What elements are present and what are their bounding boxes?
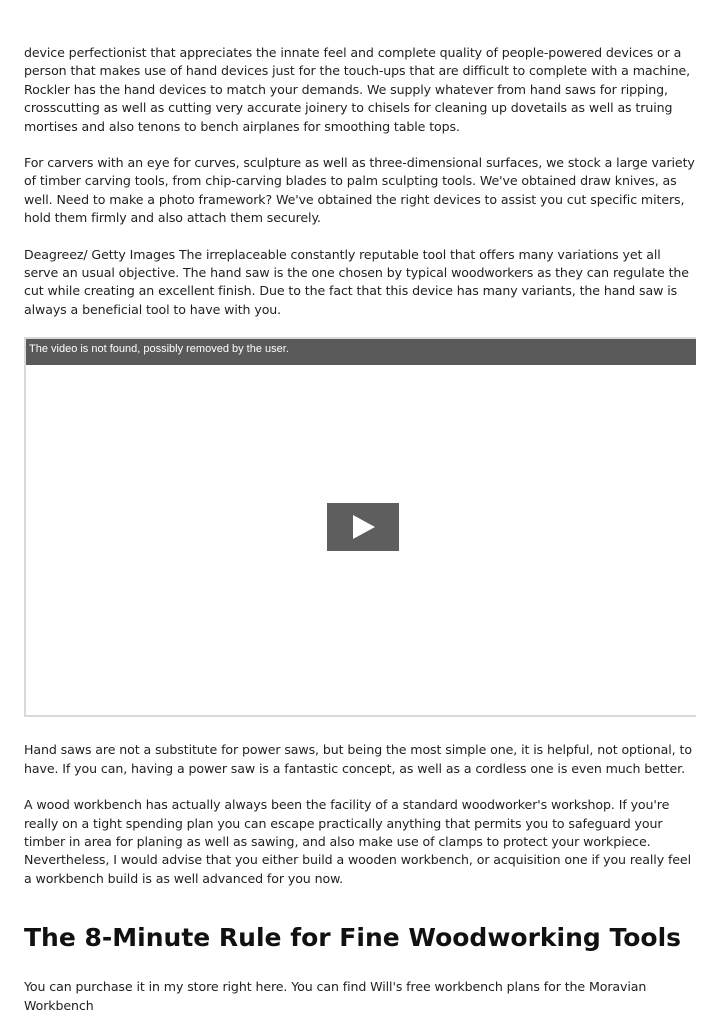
article-paragraph: A wood workbench has actually always been the facility of a standard woodworker's workshop. If you're really on a tight spending plan you can escape practically anything that permits you to safeguard your timber in area for planing as well as sawing, and also make use of clamps to protect your workpiece. Nevertheless, I would advise that you either build a wooden workbench, or acquisition one if you really feel a workbench build is as well advanced for you now. [24,797,691,886]
article-paragraph: For carvers with an eye for curves, sculpture as well as three-dimensional surfaces, we stock a large variety of timber carving tools, from chip-carving blades to palm sculpting tools. We've obtained draw knives, as well. Need to make a photo framework? We've obtained the right devices to assist you cut specific miters, hold them firmly and also attach them securely. [24,155,695,226]
article-paragraph: device perfectionist that appreciates the innate feel and complete quality of people-powered devices or a person that makes use of hand devices just for the touch-ups that are difficult to complete with a machine, Rockler has the hand devices to match your demands. We supply whatever from hand saws for ripping, crosscutting as well as cutting very accurate joinery to chisels for cleaning up dovetails as well as truing mortises and also tenons to bench airplanes for smoothing table tops. [24,45,691,134]
article-paragraph: Deagreez/ Getty Images The irreplaceable constantly reputable tool that offers many variations yet all serve an usual objective. The hand saw is the one chosen by typical woodworkers as they can regulate the cut while creating an excellent finish. Due to the fact that this device has many variants, the hand saw is always a beneficial tool to have with you. [24,246,689,317]
play-button[interactable] [327,503,399,551]
article-paragraph: Hand saws are not a substitute for power saws, but being the most simple one, it is helpful, not optional, to have. If you can, having a power saw is a fantastic concept, as well as a cordless one is even much better. [24,742,692,776]
play-icon [353,515,375,539]
article-body [24,44,696,1033]
video-player[interactable] [24,337,696,717]
video-error-message: The video is not found, possibly removed by the user. [26,339,696,365]
article-paragraph: You can purchase it in my store right here. You can find Will's free workbench plans for the Moravian Workbench [24,979,647,1013]
section-heading: The 8-Minute Rule for Fine Woodworking Tools [24,923,682,953]
